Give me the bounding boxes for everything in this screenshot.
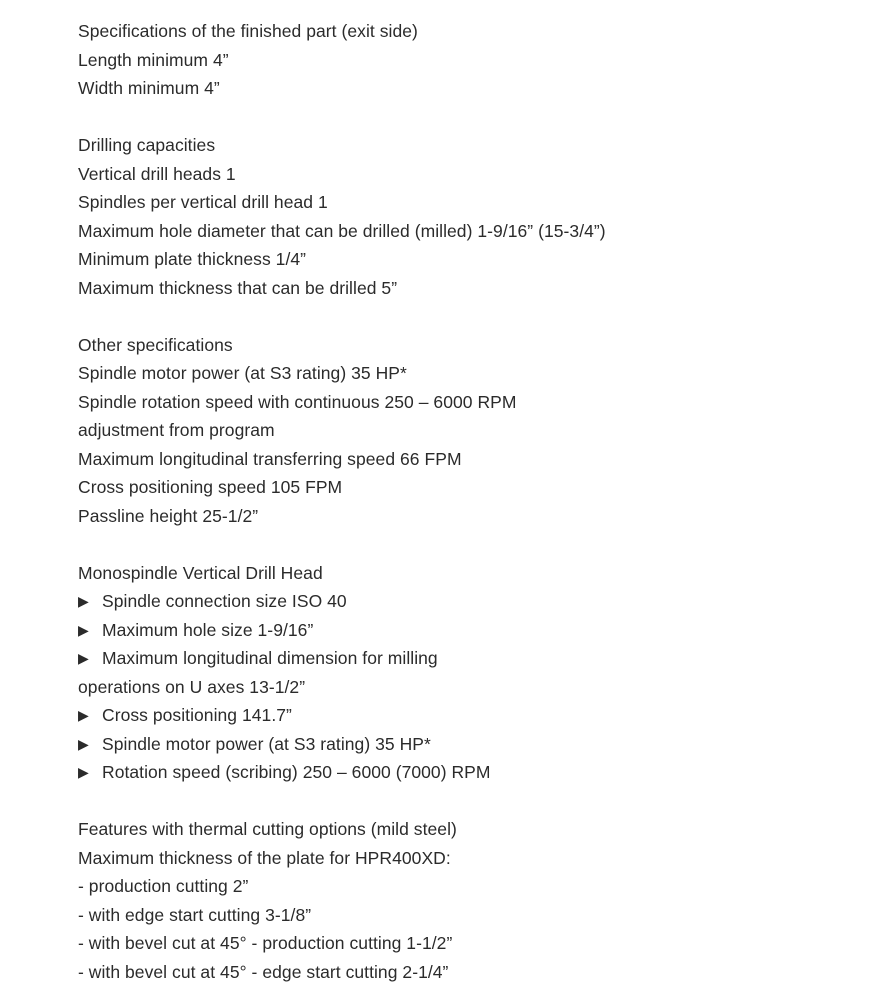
triangle-bullet-icon: ▶ bbox=[78, 650, 89, 666]
spec-line bbox=[78, 188, 858, 217]
spec-line bbox=[78, 473, 858, 502]
line-text: Features with thermal cutting options (mild steel) bbox=[78, 819, 457, 839]
line-text: Rotation speed (scribing) 250 – 6000 (7000) RPM bbox=[102, 762, 491, 782]
line-text: Vertical drill heads 1 bbox=[78, 163, 236, 184]
line-text: adjustment from program bbox=[78, 420, 275, 440]
section-heading bbox=[78, 131, 858, 160]
section-spacer bbox=[78, 302, 858, 331]
line-text: - with edge start cutting 3-1/8” bbox=[78, 904, 312, 925]
line-text: Minimum plate thickness 1/4” bbox=[78, 249, 307, 269]
line-text: Other specifications bbox=[78, 334, 233, 355]
section-heading bbox=[78, 559, 858, 588]
spec-document bbox=[78, 17, 858, 986]
bullet-item bbox=[78, 616, 858, 645]
line-text: Monospindle Vertical Drill Head bbox=[78, 562, 323, 583]
line-text: Cross positioning speed 105 FPM bbox=[78, 477, 343, 497]
section-spacer bbox=[78, 103, 858, 132]
line-text: - with bevel cut at 45° - edge start cutting 2-1/4” bbox=[78, 961, 449, 982]
line-text: Specifications of the finished part (exit side) bbox=[78, 21, 418, 41]
line-text: - with bevel cut at 45° - production cutting 1-1/2” bbox=[78, 933, 453, 953]
spec-line bbox=[78, 502, 858, 531]
line-text: Drilling capacities bbox=[78, 135, 216, 155]
spec-line bbox=[78, 46, 858, 75]
bullet-item bbox=[78, 587, 858, 616]
line-text: Spindle connection size ISO 40 bbox=[102, 591, 347, 611]
triangle-bullet-icon: ▶ bbox=[78, 621, 89, 638]
bullet-item bbox=[78, 644, 858, 673]
spec-line bbox=[78, 217, 858, 246]
triangle-bullet-icon: ▶ bbox=[78, 707, 89, 723]
line-text: Maximum hole size 1-9/16” bbox=[102, 619, 314, 640]
line-text: Maximum longitudinal transferring speed 66 FPM bbox=[78, 448, 462, 469]
line-text: Length minimum 4” bbox=[78, 49, 229, 70]
spec-line bbox=[78, 388, 858, 417]
section-spacer bbox=[78, 530, 858, 559]
line-text: Maximum thickness that can be drilled 5” bbox=[78, 277, 398, 298]
bullet-item bbox=[78, 758, 858, 787]
line-text: Width minimum 4” bbox=[78, 78, 220, 98]
triangle-bullet-icon: ▶ bbox=[78, 593, 89, 609]
spec-line bbox=[78, 74, 858, 103]
spec-line bbox=[78, 245, 858, 274]
spec-line bbox=[78, 929, 858, 958]
triangle-bullet-icon: ▶ bbox=[78, 764, 89, 780]
line-text: Spindle rotation speed with continuous 250 – 6000 RPM bbox=[78, 391, 517, 412]
triangle-bullet-icon: ▶ bbox=[78, 735, 89, 752]
section-heading bbox=[78, 331, 858, 360]
spec-line bbox=[78, 958, 858, 987]
bullet-item bbox=[78, 701, 858, 730]
line-text: Spindle motor power (at S3 rating) 35 HP* bbox=[78, 363, 407, 383]
spec-line bbox=[78, 359, 858, 388]
line-text: Maximum thickness of the plate for HPR400XD: bbox=[78, 847, 451, 868]
spec-line bbox=[78, 274, 858, 303]
line-text: Maximum longitudinal dimension for milling bbox=[102, 648, 438, 668]
section-spacer bbox=[78, 787, 858, 816]
line-text: Maximum hole diameter that can be drilled (milled) 1-9/16” (15-3/4”) bbox=[78, 220, 606, 241]
line-text: Passline height 25-1/2” bbox=[78, 505, 259, 526]
section-heading bbox=[78, 815, 858, 844]
line-text: - production cutting 2” bbox=[78, 876, 249, 896]
spec-line bbox=[78, 901, 858, 930]
spec-line bbox=[78, 673, 858, 702]
spec-line bbox=[78, 872, 858, 901]
section-heading bbox=[78, 17, 858, 46]
line-text: Spindle motor power (at S3 rating) 35 HP* bbox=[102, 733, 431, 754]
spec-line bbox=[78, 445, 858, 474]
line-text: operations on U axes 13-1/2” bbox=[78, 676, 306, 697]
spec-line bbox=[78, 844, 858, 873]
bullet-item bbox=[78, 730, 858, 759]
line-text: Cross positioning 141.7” bbox=[102, 705, 292, 725]
line-text: Spindles per vertical drill head 1 bbox=[78, 192, 328, 212]
spec-line bbox=[78, 416, 858, 445]
spec-line bbox=[78, 160, 858, 189]
